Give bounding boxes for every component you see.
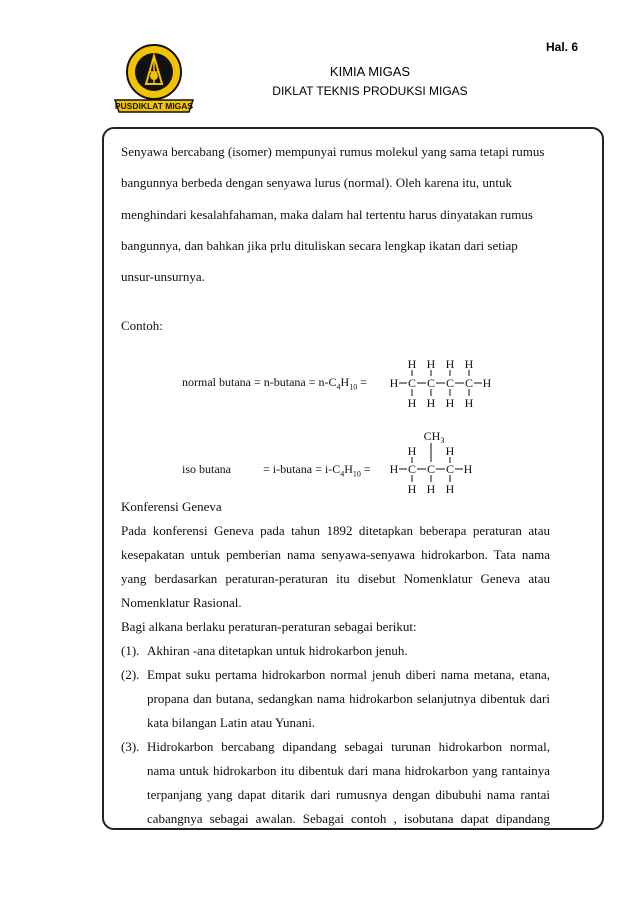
svg-text:C: C — [426, 462, 436, 476]
rule-line: kata bilangan Latin atau Yunani. — [147, 715, 316, 730]
svg-text:H: H — [464, 396, 474, 410]
intro-line: bangunnya berbeda dengan senyawa lurus (normal). Oleh karena itu, untuk — [121, 175, 512, 190]
svg-text:C: C — [407, 462, 417, 476]
svg-text:H: H — [445, 444, 455, 458]
svg-text:H: H — [482, 376, 492, 390]
svg-text:C: C — [464, 376, 474, 390]
svg-text:H: H — [463, 462, 473, 476]
intro-line: menghindari kesalahfahaman, maka dalam hal tertentu harus dinyatakan rumus — [121, 207, 533, 222]
rule-line: cabangnya sebagai awalan. Sebagai contoh , isobutana dapat dipandang — [147, 811, 550, 826]
rule-line: Empat suku pertama hidrokarbon normal jenuh diberi nama metana, etana, — [147, 667, 550, 682]
svg-text:H: H — [407, 396, 417, 410]
rule-line: propana dan butana, sedangkan nama hidrokarbon selanjutnya dibentuk dari — [147, 691, 550, 706]
formula-iso-butana: iso $butana = i-butana = i-C_4H_{10}$ = — [182, 462, 371, 479]
rule-line: terpanjang yang dapat ditarik dari rumusnya dengan dibubuhi nama rantai — [147, 787, 550, 802]
svg-text:H: H — [407, 444, 417, 458]
formula-eq2: = i-C — [315, 462, 341, 476]
formula-eq1: = n-butana — [253, 375, 306, 389]
rule-line: Akhiran -ana ditetapkan untuk hidrokarbon jenuh. — [147, 643, 408, 658]
svg-text:H: H — [426, 482, 436, 496]
svg-text:CH3: $CH_3$ — [423, 429, 445, 445]
formula-eq1: = i-butana — [263, 462, 313, 476]
svg-text:C: C — [407, 376, 417, 390]
svg-text:PUSDIKLAT MIGAS: PUSDIKLAT MIGAS — [114, 101, 194, 111]
rule-line: nama untuk hidrokarbon itu dibentuk dari mana hidrokarbon yang rantainya — [147, 763, 550, 778]
svg-text:C: C — [445, 376, 455, 390]
svg-text:H: H — [464, 357, 474, 371]
formula-name: normal butana — [182, 375, 251, 389]
section-title: Konferensi Geneva — [121, 499, 222, 514]
structure-isobutane — [388, 428, 478, 498]
rule-line: Hidrokarbon bercabang dipandang sebagai turunan hidrokarbon normal, — [147, 739, 550, 754]
svg-text:H: H — [426, 396, 436, 410]
svg-text:C: C — [426, 376, 436, 390]
svg-text:C: C — [445, 462, 455, 476]
page-number: Hal. 6 — [545, 40, 578, 54]
svg-text:H: H — [445, 482, 455, 496]
structure-n-butane — [388, 356, 498, 412]
rules-intro: Bagi alkana berlaku peraturan-peraturan sebagai berikut: — [121, 619, 417, 634]
paragraph-line: Pada konferensi Geneva pada tahun 1892 ditetapkan beberapa peraturan atau — [121, 523, 550, 538]
paragraph-line: Nomenklatur Rasional. — [121, 595, 242, 610]
intro-line: unsur-unsurnya. — [121, 269, 205, 284]
rule-number: (1). — [121, 643, 140, 658]
intro-line: bangunnya, dan bahkan jika prlu dituliskan secara lengkap ikatan dari setiap — [121, 238, 518, 253]
formula-name: iso butana — [182, 462, 231, 476]
document-subtitle: DIKLAT TEKNIS PRODUKSI MIGAS — [272, 84, 468, 98]
formula-eq2: = n-C — [308, 375, 337, 389]
svg-text:H: H — [445, 357, 455, 371]
contoh-label: Contoh: — [121, 318, 163, 333]
rule-number: (3). — [121, 739, 140, 754]
svg-text:H: H — [407, 357, 417, 371]
paragraph-line: kesepakatan untuk pemberian nama senyawa-senyawa hidrokarbon. Tata nama — [121, 547, 550, 562]
rule-number: (2). — [121, 667, 140, 682]
svg-text:H: H — [426, 357, 436, 371]
svg-text:H: H — [407, 482, 417, 496]
svg-text:H: H — [389, 462, 399, 476]
paragraph-line: yang berdasarkan peraturan-peraturan itu disebut Nomenklatur Geneva atau — [121, 571, 550, 586]
svg-text:H: H — [389, 376, 399, 390]
intro-line: Senyawa bercabang (isomer) mempunyai rumus molekul yang sama tetapi rumus — [121, 144, 545, 159]
formula-normal-butana: normal $butana = n-butana = n-C_4H_{10}$ = — [182, 375, 367, 392]
document-title: KIMIA MIGAS — [329, 64, 411, 79]
svg-text:H: H — [445, 396, 455, 410]
